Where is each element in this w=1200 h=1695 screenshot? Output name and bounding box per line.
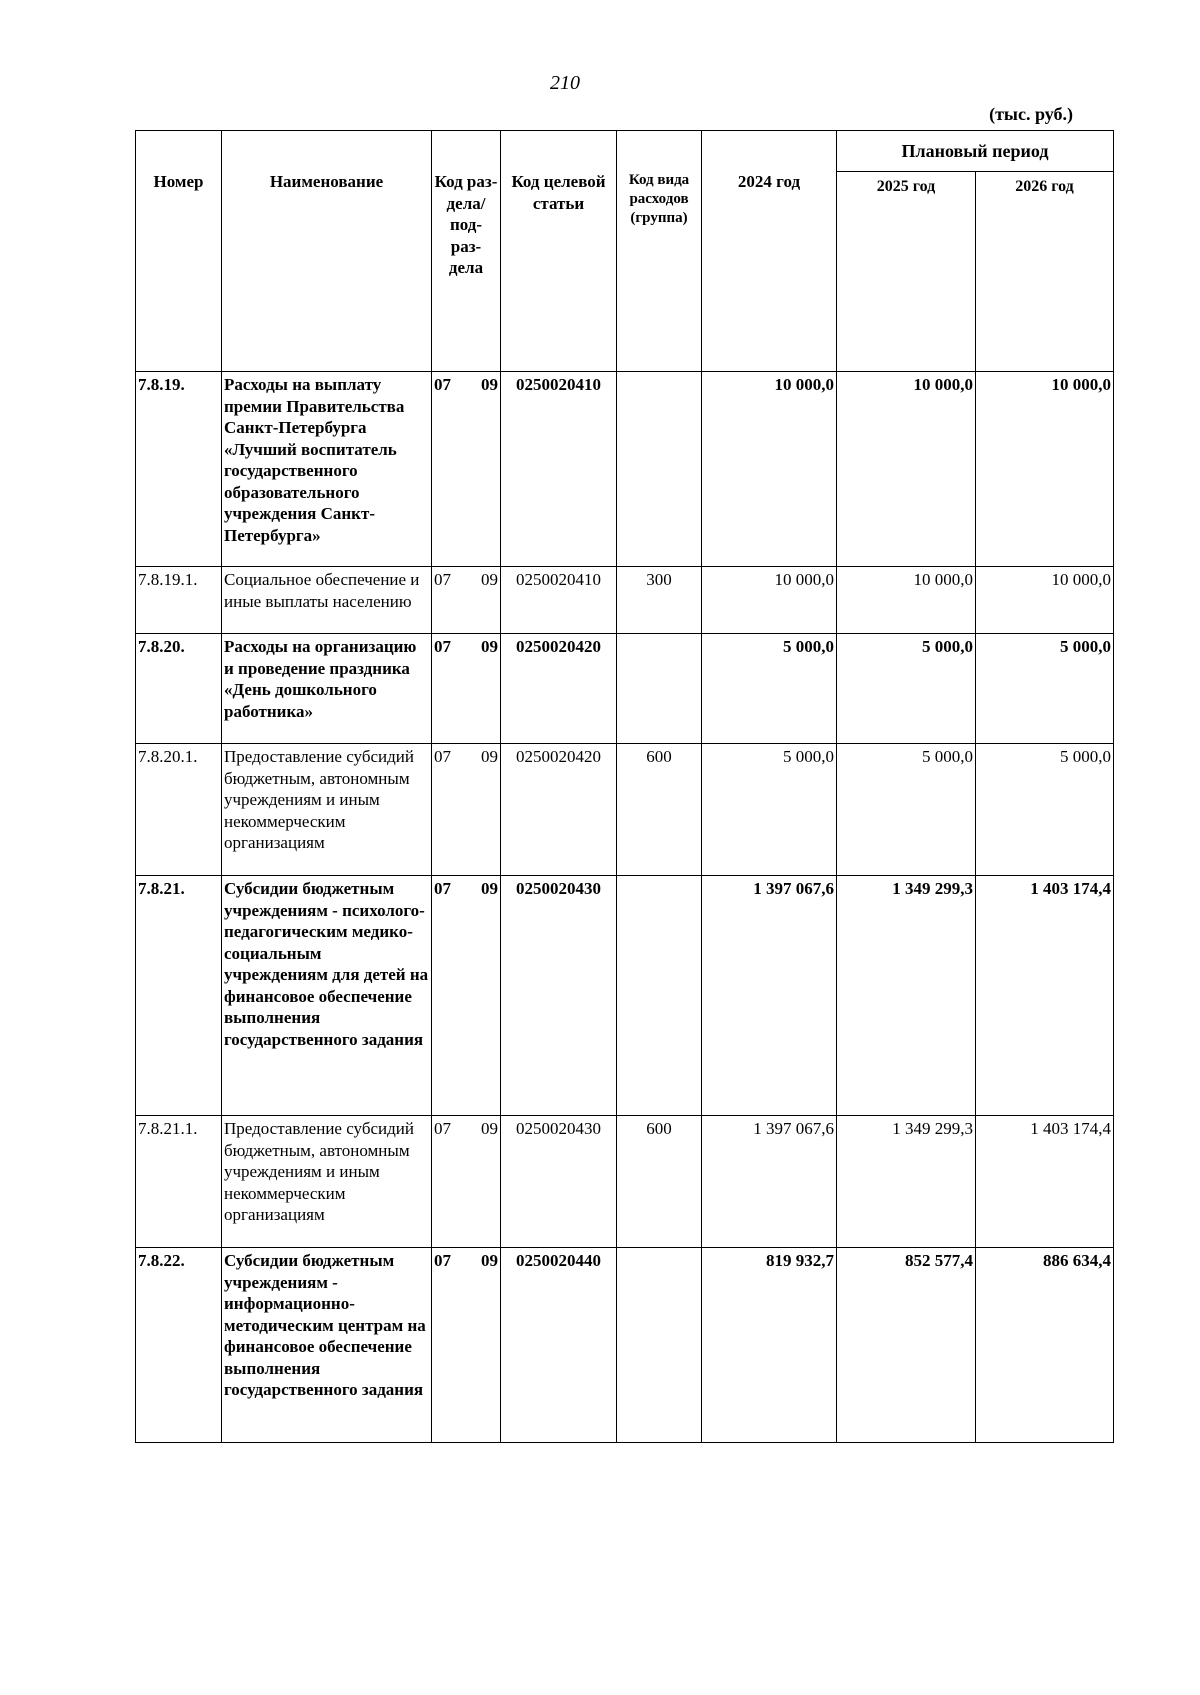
row-2024: 10 000,0	[702, 372, 837, 567]
header-2026: 2026 год	[976, 171, 1114, 371]
section-code: 07	[434, 570, 451, 589]
section-code: 07	[434, 747, 451, 766]
row-expense: 300	[617, 567, 702, 634]
row-2024: 5 000,0	[702, 634, 837, 744]
row-number: 7.8.21.	[136, 876, 222, 1116]
row-section	[432, 567, 501, 634]
row-target: 0250020410	[501, 372, 617, 567]
row-name: Субсидии бюджетным учреждениям - информационно-методическим центрам на финансовое обеспечение выполнения государственного задания	[222, 1248, 432, 1443]
row-2024: 1 397 067,6	[702, 1116, 837, 1248]
header-name: Наименование	[222, 131, 432, 372]
section-code: 07	[434, 1251, 451, 1270]
row-target: 0250020420	[501, 634, 617, 744]
row-2026: 10 000,0	[976, 372, 1114, 567]
row-expense	[617, 1248, 702, 1443]
row-expense	[617, 876, 702, 1116]
row-target: 0250020430	[501, 1116, 617, 1248]
row-2026: 886 634,4	[976, 1248, 1114, 1443]
row-2024: 5 000,0	[702, 744, 837, 876]
header-2025: 2025 год	[837, 171, 976, 371]
subsection-code: 09	[481, 375, 498, 394]
table-row	[136, 567, 1114, 634]
subsection-code: 09	[481, 637, 498, 656]
header-row	[136, 131, 1114, 172]
header-section: Код раз- дела/ под- раз- дела	[432, 131, 501, 372]
row-2025: 1 349 299,3	[837, 876, 976, 1116]
header-target: Код целевой статьи	[501, 131, 617, 372]
row-2026: 5 000,0	[976, 744, 1114, 876]
table-row	[136, 744, 1114, 876]
row-number: 7.8.20.	[136, 634, 222, 744]
header-2024: 2024 год	[702, 131, 837, 372]
table-row	[136, 1116, 1114, 1248]
section-code: 07	[434, 1119, 451, 1138]
row-target: 0250020410	[501, 567, 617, 634]
row-name: Расходы на выплату премии Правительства Санкт-Петербурга «Лучший воспитатель государственного образовательного учреждения Санкт-Петербурга»	[222, 372, 432, 567]
page-number: 210	[550, 72, 580, 94]
row-name: Субсидии бюджетным учреждениям - психолого-педагогическим медико-социальным учреждениям для детей на финансовое обеспечение выполнения государственного задания	[222, 876, 432, 1116]
row-section	[432, 744, 501, 876]
row-number: 7.8.21.1.	[136, 1116, 222, 1248]
row-target: 0250020430	[501, 876, 617, 1116]
row-2026: 10 000,0	[976, 567, 1114, 634]
row-2025: 1 349 299,3	[837, 1116, 976, 1248]
row-name: Предоставление субсидий бюджетным, автономным учреждениям и иным некоммерческим организациям	[222, 1116, 432, 1248]
row-number: 7.8.20.1.	[136, 744, 222, 876]
row-2025: 10 000,0	[837, 372, 976, 567]
subsection-code: 09	[481, 1119, 498, 1138]
table-row	[136, 1248, 1114, 1443]
row-2025: 10 000,0	[837, 567, 976, 634]
subsection-code: 09	[481, 1251, 498, 1270]
row-expense: 600	[617, 1116, 702, 1248]
row-2024: 10 000,0	[702, 567, 837, 634]
budget-table	[135, 130, 1114, 1443]
units-label: (тыс. руб.)	[989, 104, 1073, 124]
row-2025: 5 000,0	[837, 634, 976, 744]
row-number: 7.8.22.	[136, 1248, 222, 1443]
row-number: 7.8.19.	[136, 372, 222, 567]
table-row	[136, 372, 1114, 567]
row-section	[432, 634, 501, 744]
row-2025: 5 000,0	[837, 744, 976, 876]
row-section	[432, 1248, 501, 1443]
header-number: Номер	[136, 131, 222, 372]
section-code: 07	[434, 879, 451, 898]
row-2024: 1 397 067,6	[702, 876, 837, 1116]
row-2025: 852 577,4	[837, 1248, 976, 1443]
subsection-code: 09	[481, 747, 498, 766]
row-2026: 5 000,0	[976, 634, 1114, 744]
subsection-code: 09	[481, 570, 498, 589]
table-row	[136, 634, 1114, 744]
row-name: Социальное обеспечение и иные выплаты населению	[222, 567, 432, 634]
header-plan-period: Плановый период	[837, 131, 1114, 172]
subsection-code: 09	[481, 879, 498, 898]
section-code: 07	[434, 375, 451, 394]
table-row	[136, 876, 1114, 1116]
row-2026: 1 403 174,4	[976, 1116, 1114, 1248]
row-name: Предоставление субсидий бюджетным, автономным учреждениям и иным некоммерческим организациям	[222, 744, 432, 876]
row-expense	[617, 634, 702, 744]
row-number: 7.8.19.1.	[136, 567, 222, 634]
row-section	[432, 1116, 501, 1248]
row-target: 0250020440	[501, 1248, 617, 1443]
row-2024: 819 932,7	[702, 1248, 837, 1443]
row-2026: 1 403 174,4	[976, 876, 1114, 1116]
row-expense	[617, 372, 702, 567]
row-target: 0250020420	[501, 744, 617, 876]
header-expense: Код вида расходов (группа)	[617, 131, 702, 372]
row-expense: 600	[617, 744, 702, 876]
row-name: Расходы на организацию и проведение праздника «День дошкольного работника»	[222, 634, 432, 744]
row-section	[432, 876, 501, 1116]
row-section	[432, 372, 501, 567]
section-code: 07	[434, 637, 451, 656]
